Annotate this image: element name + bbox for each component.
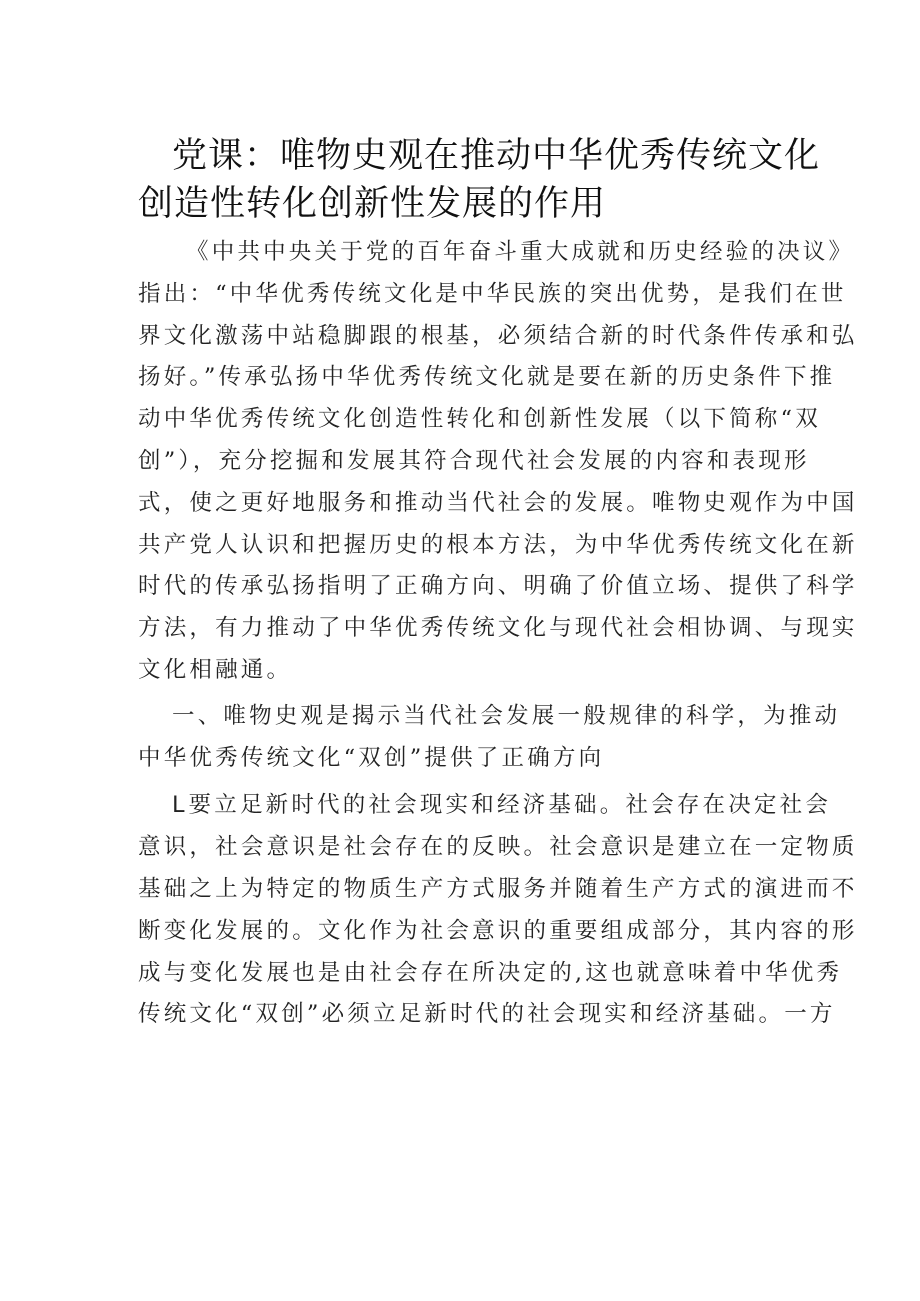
paragraph-line: 基础之上为特定的物质生产方式服务并随着生产方式的演进而不	[138, 875, 858, 902]
paragraph-line: 《中共中央关于党的百年奋斗重大成就和历史经验的决议》	[186, 239, 855, 265]
heading-line: 一、唯物史观是揭示当代社会发展一般规律的科学，为推动	[172, 702, 841, 729]
paragraph-line	[138, 785, 832, 827]
section-heading	[138, 696, 841, 780]
intro-paragraph	[138, 232, 858, 692]
paragraph-line: 式，使之更好地服务和推动当代社会的发展。唯物史观作为中国	[138, 489, 858, 516]
paragraph-line: 成与变化发展也是由社会存在所决定的,这也就意味着中华优秀	[138, 959, 843, 986]
paragraph-line: 意识，社会意识是社会存在的反映。社会意识是建立在一定物质	[138, 834, 858, 861]
paragraph-line: 文化相融通。	[138, 656, 293, 683]
paragraph-line: 时代的传承弘扬指明了正确方向、明确了价值立场、提供了科学	[138, 573, 858, 600]
document-body	[138, 232, 858, 1036]
paragraph-line: 共产党人认识和把握历史的根本方法，为中华优秀传统文化在新	[138, 531, 858, 558]
point-marker: L	[172, 792, 189, 819]
point-paragraph	[138, 785, 858, 1036]
paragraph-line: 扬好。”传承弘扬中华优秀传统文化就是要在新的历史条件下推	[138, 364, 836, 391]
paragraph-line: 方法，有力推动了中华优秀传统文化与现代社会相协调、与现实	[138, 615, 858, 642]
paragraph-line-text: 要立足新时代的社会现实和经济基础。社会存在决定社会	[188, 792, 832, 819]
paragraph-line: 界文化激荡中站稳脚跟的根基，必须结合新的时代条件传承和弘	[138, 322, 858, 349]
title-line: 党课：唯物史观在推动中华优秀传统文化	[172, 136, 821, 176]
paragraph-line: 创”），充分挖掘和发展其符合现代社会发展的内容和表现形	[138, 447, 810, 474]
title-line: 创造性转化创新性发展的作用	[138, 184, 607, 224]
paragraph-line: 动中华优秀传统文化创造性转化和创新性发展（以下简称“双	[138, 406, 821, 433]
paragraph-line: 传统文化“双创”必须立足新时代的社会现实和经济基础。一方	[138, 1001, 836, 1028]
heading-line: 中华优秀传统文化“双创”提供了正确方向	[138, 744, 605, 771]
paragraph-line: 断变化发展的。文化作为社会意识的重要组成部分，其内容的形	[138, 917, 858, 944]
paragraph-line: 指出：“中华优秀传统文化是中华民族的突出优势，是我们在世	[138, 280, 847, 307]
document-title	[138, 132, 821, 228]
